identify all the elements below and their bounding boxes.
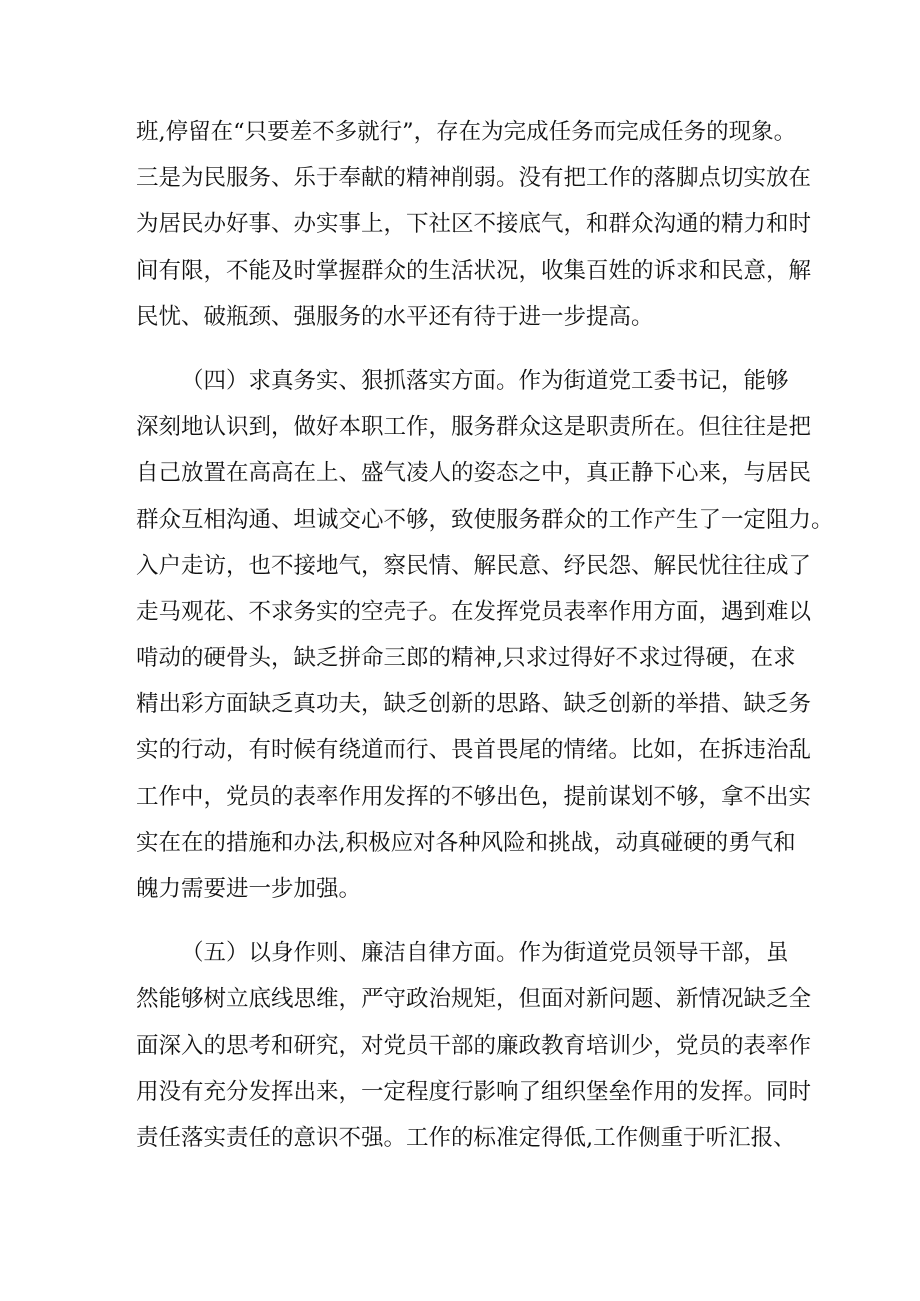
text-line: 工作中，党员的表率作用发挥的不够出色，提前谋划不够，拿不出实 (136, 783, 812, 810)
text-line: 为居民办好事、办实事上，下社区不接底气，和群众沟通的精力和时 (136, 211, 812, 238)
text-line: 精出彩方面缺乏真功夫，缺乏创新的思路、缺乏创新的举措、缺乏务 (136, 691, 812, 718)
text-line: 魄力需要进一步加强。 (136, 876, 362, 902)
document-body (136, 109, 834, 1161)
paragraph-section-four (136, 358, 834, 912)
text-line: 民忧、破瓶颈、强服务的水平还有待于进一步提高。 (136, 303, 654, 330)
text-line: 然能够树立底线思维，严守政治规矩，但面对新问题、新情况缺乏全 (136, 986, 812, 1013)
text-line: 走马观花、不求务实的空壳子。在发挥党员表率作用方面，遇到难以 (136, 598, 812, 625)
text-line: 用没有充分发挥出来，一定程度行影响了组织堡垒作用的发挥。同时 (136, 1078, 812, 1105)
paragraph-section-five (136, 930, 812, 1161)
text-line: 实的行动，有时候有绕道而行、畏首畏尾的情绪。比如，在拆违治乱 (136, 737, 812, 764)
text-line: 自己放置在高高在上、盛气凌人的姿态之中，真正静下心来，与居民 (136, 460, 812, 487)
text-line: 群众互相沟通、坦诚交心不够，致使服务群众的工作产生了一定阻力。 (136, 506, 834, 533)
paragraph-continuation (136, 109, 812, 340)
text-line: 三是为民服务、乐于奉献的精神削弱。没有把工作的落脚点切实放在 (136, 165, 812, 192)
paragraph-spacer (136, 340, 784, 358)
text-line: 面深入的思考和研究，对党员干部的廉政教育培训少，党员的表率作 (136, 1032, 812, 1059)
text-line: 实在在的措施和办法,积极应对各种风险和挑战，动真碰硬的勇气和 (136, 829, 796, 856)
text-line: 班,停留在“只要差不多就行”，存在为完成任务而完成任务的现象。 (136, 119, 797, 145)
paragraph-spacer (136, 912, 784, 930)
text-line: 啃动的硬骨头，缺乏拼命三郎的精神,只求过得好不求过得硬，在求 (136, 645, 796, 672)
text-line: 深刻地认识到，做好本职工作，服务群众这是职责所在。但往往是把 (136, 414, 812, 441)
text-line: 间有限，不能及时掌握群众的生活状况，收集百姓的诉求和民意，解 (136, 257, 812, 284)
text-line: 入户走访，也不接地气，察民情、解民意、纾民怨、解民忧往往成了 (136, 552, 812, 579)
text-line: （五）以身作则、廉洁自律方面。作为街道党员领导干部，虽 (181, 940, 789, 967)
text-line: （四）求真务实、狠抓落实方面。作为街道党工委书记，能够 (181, 367, 789, 394)
text-line: 责任落实责任的意识不强。工作的标准定得低,工作侧重于听汇报、 (136, 1124, 796, 1151)
